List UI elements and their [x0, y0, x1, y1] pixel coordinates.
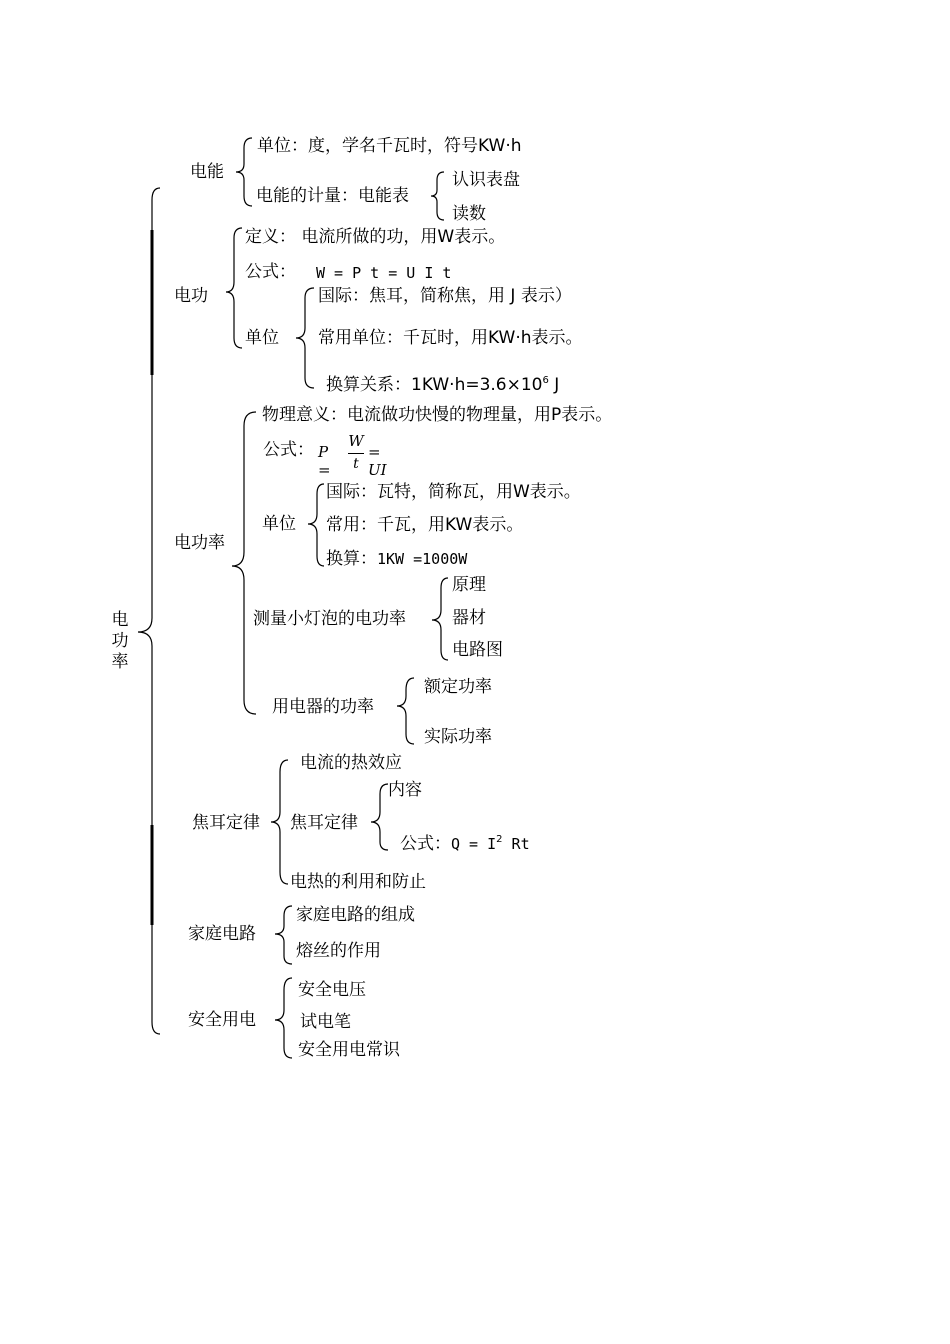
joule-law-formula-suffix: Rt: [502, 835, 530, 853]
power-formula-lhs: P =: [318, 443, 331, 479]
brace-n5: [275, 906, 292, 964]
appliance-item-actual: 实际功率: [424, 727, 492, 747]
brace-n4: [271, 760, 288, 884]
brace-n3-measure: [432, 578, 448, 660]
joule-law-label: 焦耳定律: [290, 813, 358, 833]
power-formula-numerator: W: [348, 432, 364, 450]
energy-unit-text: 单位：度，学名千瓦时，符号KW·h: [257, 136, 522, 156]
brace-n3: [232, 412, 256, 714]
brace-n1-meter: [431, 172, 444, 220]
root-label: 电功率: [111, 610, 129, 672]
appliance-item-rated: 额定功率: [424, 677, 492, 697]
power-measure-label: 测量小灯泡的电功率: [253, 609, 406, 629]
power-appliance-label: 用电器的功率: [272, 697, 374, 717]
meter-item-reading: 读数: [452, 204, 486, 224]
joule-law-formula-prefix: Q = I: [451, 835, 497, 853]
power-formula-label: 公式：: [263, 440, 314, 460]
joule-law-formula: [400, 830, 530, 854]
brace-n2: [226, 228, 242, 348]
node-electric-work: 电功: [174, 286, 208, 306]
root-brace: [138, 188, 160, 1034]
safety-item-voltage: 安全电压: [298, 980, 366, 1000]
safety-item-knowledge: 安全用电常识: [298, 1040, 400, 1060]
work-unit-intl: 国际：焦耳，简称焦，用 J 表示）: [318, 286, 572, 306]
joule-law-formula-exponent: 2: [496, 834, 503, 845]
power-unit-label: 单位: [262, 514, 296, 534]
work-formula-label: 公式：: [245, 262, 296, 282]
brace-n3-appliance: [397, 678, 414, 744]
work-formula: W = P t = U I t: [316, 264, 452, 282]
power-unit-conversion-label: 换算：: [326, 549, 377, 569]
power-unit-common: 常用：千瓦，用KW表示。: [326, 515, 524, 535]
measure-item-principle: 原理: [452, 575, 486, 595]
work-definition: 定义： 电流所做的功，用W表示。: [245, 227, 506, 247]
energy-measure-text: 电能的计量：电能表: [256, 186, 409, 206]
work-unit-common: 常用单位：千瓦时，用KW·h表示。: [318, 328, 583, 348]
work-unit-conversion-exponent: 6: [542, 375, 549, 386]
joule-heat-usage: 电热的利用和防止: [290, 872, 426, 892]
power-unit-conversion: [326, 549, 467, 569]
brace-n6: [275, 978, 292, 1058]
fraction-bar: [348, 453, 364, 454]
joule-law-formula-label: 公式：: [400, 834, 451, 854]
power-formula-rhs: = UI: [368, 443, 387, 479]
measure-item-circuit: 电路图: [452, 640, 503, 660]
work-unit-label: 单位: [245, 328, 279, 348]
power-unit-intl: 国际：瓦特，简称瓦，用W表示。: [326, 482, 581, 502]
measure-item-equipment: 器材: [452, 608, 486, 628]
brace-n1: [236, 138, 252, 206]
node-electric-power: 电功率: [174, 533, 225, 553]
safety-item-test-pen: 试电笔: [300, 1012, 351, 1032]
power-meaning: 物理意义：电流做功快慢的物理量，用P表示。: [262, 405, 613, 425]
joule-heat-effect: 电流的热效应: [300, 753, 402, 773]
power-unit-conversion-value: 1KW =1000W: [377, 550, 468, 568]
node-electric-energy: 电能: [190, 162, 224, 182]
brace-n3-unit: [308, 484, 324, 566]
power-formula-denominator: t: [353, 456, 359, 472]
home-circuit-item-composition: 家庭电路的组成: [296, 905, 415, 925]
work-unit-conversion-suffix: J: [548, 375, 560, 395]
node-joule-law: 焦耳定律: [192, 813, 260, 833]
home-circuit-item-fuse: 熔丝的作用: [296, 941, 381, 961]
brace-n2-unit: [296, 288, 314, 388]
node-home-circuit: 家庭电路: [188, 924, 256, 944]
joule-law-content: 内容: [388, 780, 422, 800]
work-unit-conversion: [326, 371, 559, 395]
brace-n4-law: [371, 784, 388, 850]
work-unit-conversion-prefix: 换算关系：1KW·h=3.6×10: [326, 375, 543, 395]
node-safe-electricity: 安全用电: [188, 1010, 256, 1030]
meter-item-dial: 认识表盘: [452, 170, 520, 190]
